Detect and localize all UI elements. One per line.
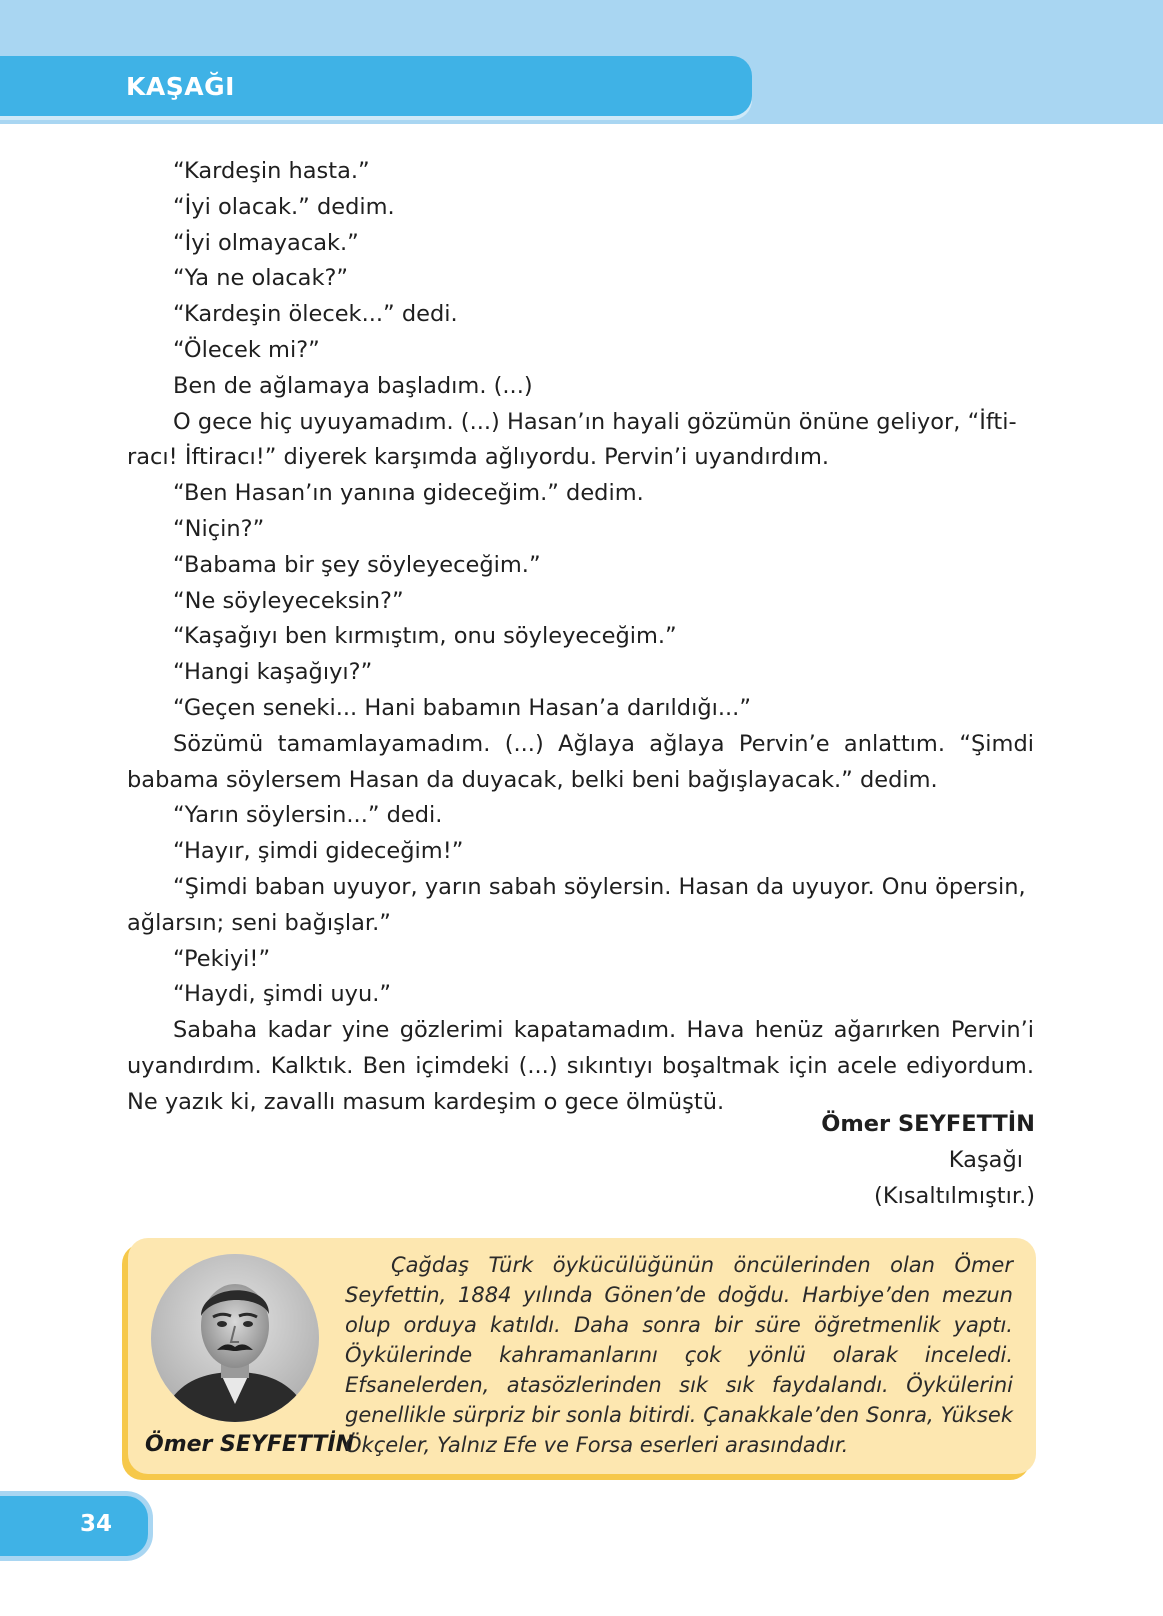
story-line: Ne yazık ki, zavallı masum kardeşim o gece ölmüştü. [127, 1088, 725, 1115]
credit-author: Ömer SEYFETTİN [821, 1111, 1035, 1137]
story-line: “Ben Hasan’ın yanına gideceğim.” dedim. [173, 480, 644, 507]
story-text [127, 154, 1034, 1121]
story-line: uyandırdım. Kalktık. Ben içimdeki (...) sıkıntıyı boşaltmak için acele ediyordum. [127, 1052, 1034, 1079]
story-line: “Ne söyleyeceksin?” [173, 587, 404, 614]
page-title: KAŞAĞI [126, 72, 235, 101]
credit-work: Kaşağı [948, 1147, 1023, 1173]
story-line: “Kardeşin hasta.” [173, 158, 370, 184]
story-line: ağlarsın; seni bağışlar.” [127, 909, 391, 936]
story-line: O gece hiç uyuyamadım. (...) Hasan’ın hayali gözümün önüne geliyor, “İfti- [173, 408, 1017, 435]
portrait-image [151, 1254, 319, 1422]
story-line: “Yarın söylersin...” dedi. [173, 802, 443, 829]
story-line: “Ya ne olacak?” [173, 265, 349, 292]
bio-author-name: Ömer SEYFETTİN [145, 1432, 355, 1457]
story-line: Sabaha kadar yine gözlerimi kapatamadım. Hava henüz ağarırken Pervin’i [173, 1017, 1034, 1044]
story-line: “Hangi kaşağıyı?” [173, 659, 373, 686]
story-line: “Geçen seneki... Hani babamın Hasan’a darıldığı...” [173, 694, 751, 721]
credit-note: (Kısaltılmıştır.) [874, 1183, 1035, 1209]
story-line: “Kaşağıyı ben kırmıştım, onu söyleyeceğim.” [173, 623, 677, 650]
title-tab [0, 56, 752, 116]
page-number: 34 [80, 1511, 113, 1537]
story-line: “Kardeşin ölecek...” dedi. [173, 301, 458, 328]
page-number-tab [0, 1496, 148, 1556]
story-line: “Pekiyi!” [173, 945, 271, 972]
author-portrait [151, 1254, 319, 1422]
story-line: Sözümü tamamlayamadım. (...) Ağlaya ağlaya Pervin’e anlattım. “Şimdi [173, 730, 1034, 757]
story-line: “Niçin?” [173, 515, 265, 542]
story-line: “Hayır, şimdi gideceğim!” [173, 838, 464, 865]
story-line: “Şimdi baban uyuyor, yarın sabah söylersin. Hasan da uyuyor. Onu öpersin, [173, 873, 1026, 900]
story-line: Ben de ağlamaya başladım. (...) [173, 372, 533, 399]
story-line: “Babama bir şey söyleyeceğim.” [173, 551, 541, 578]
bio-text: Çağdaş Türk öykücülüğünün öncülerinden olan Ömer Seyfettin, 1884 yılında Gönen’de doğdu. Harbiye’den mezun olup orduya katıldı. Daha sonra bir süre öğretmenlik yaptı. Öykülerinde kahramanlarını çok yönlü olarak inceledi. Efsanelerden, atasözlerinden sık sık faydalandı. Öykülerini genellikle sürpriz bir sonla bitirdi. Çanakkale’den Sonra, Yüksek Ökçeler, Yalnız Efe ve Forsa eserleri arasındadır. [345, 1253, 1013, 1457]
story-line: babama söylersem Hasan da duyacak, belki beni bağışlayacak.” dedim. [127, 766, 938, 793]
story-line: “İyi olmayacak.” [173, 229, 359, 256]
source-credit [821, 1106, 1035, 1214]
story-line: “Ölecek mi?” [173, 336, 320, 363]
story-line: “Haydi, şimdi uyu.” [173, 981, 392, 1008]
story-line: “İyi olacak.” dedim. [173, 193, 395, 220]
story-line: racı! İftiracı!” diyerek karşımda ağlıyordu. Pervin’i uyandırdım. [127, 444, 830, 471]
